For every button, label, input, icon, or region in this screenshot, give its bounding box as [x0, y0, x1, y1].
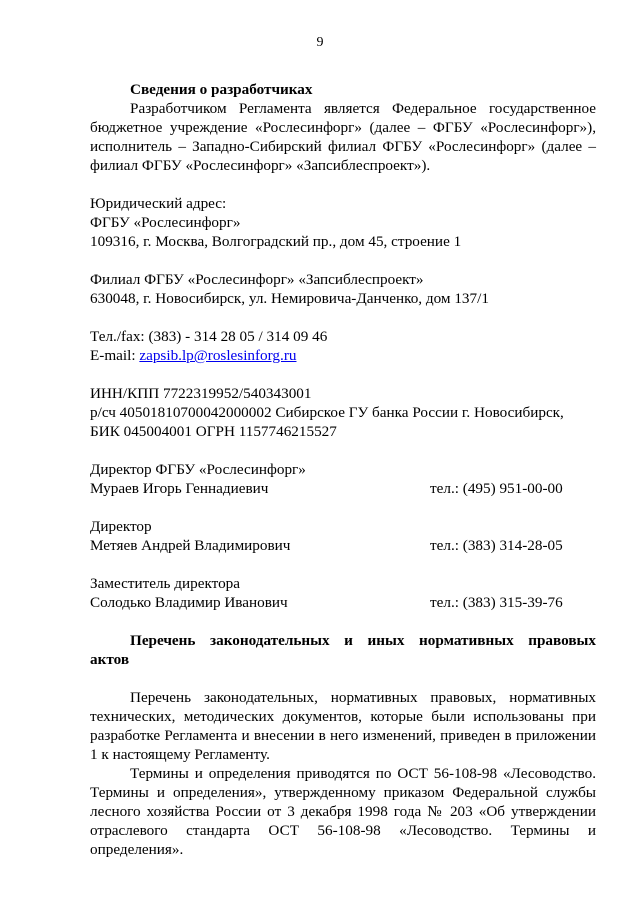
- person-name: Метяев Андрей Владимирович: [90, 537, 291, 554]
- legal-address-label: Юридический адрес:: [90, 195, 227, 212]
- acts-paragraph-1: Перечень законодательных, нормативных правовых, нормативных технических, методических документов, которые были использованы при разработке Регламента и внесении в него изменений, приведен в приложении 1 к настоящему Регламенту.: [90, 689, 596, 763]
- branch-address: 630048, г. Новосибирск, ул. Немировича-Данченко, дом 137/1: [90, 290, 489, 307]
- bank-account: р/сч 40501810700042000002 Сибирское ГУ банка России г. Новосибирск,: [90, 404, 564, 421]
- person-name: Солодько Владимир Иванович: [90, 594, 288, 611]
- email-link[interactable]: zapsib.lp@roslesinforg.ru: [139, 347, 297, 364]
- section-heading-developers: Сведения о разработчиках: [130, 81, 313, 98]
- person-phone: тел.: (383) 314-28-05: [430, 537, 563, 554]
- person-title: Директор ФГБУ «Рослесинфорг»: [90, 461, 306, 478]
- legal-address: 109316, г. Москва, Волгоградский пр., дом 45, строение 1: [90, 233, 462, 250]
- acts-paragraph-2: Термины и определения приводятся по ОСТ 56-108-98 «Лесоводство. Термины и определения», утвержденному приказом Федеральной службы лесного хозяйства России от 3 декабря 1998 года № 203 «Об утверждении отраслевого стандарта ОСТ 56-108-98 «Лесоводство. Термины и определения».: [90, 765, 596, 858]
- page-number: 9: [316, 35, 324, 50]
- document-body: [90, 80, 596, 859]
- email-label: E-mail:: [90, 347, 140, 364]
- branch-name: Филиал ФГБУ «Рослесинфорг» «Запсиблеспроект»: [90, 271, 424, 288]
- person-title: Директор: [90, 518, 152, 535]
- person-row: [90, 479, 596, 498]
- phone-fax: Тел./fax: (383) - 314 28 05 / 314 09 46: [90, 328, 328, 345]
- section-heading-acts: Перечень законодательных и иных нормативных правовых: [130, 632, 596, 649]
- person-title: Заместитель директора: [90, 575, 240, 592]
- section-heading-acts-cont: актов: [90, 651, 130, 668]
- person-phone: тел.: (495) 951-00-00: [430, 480, 563, 497]
- bik-ogrn: БИК 045004001 ОГРН 1157746215527: [90, 423, 337, 440]
- person-name: Мураев Игорь Геннадиевич: [90, 480, 269, 497]
- person-phone: тел.: (383) 315-39-76: [430, 594, 563, 611]
- person-row: [90, 536, 596, 555]
- person-row: [90, 593, 596, 612]
- developers-paragraph: Разработчиком Регламента является Федеральное государственное бюджетное учреждение «Рослесинфорг» (далее – ФГБУ «Рослесинфорг»), исполнитель – Западно-Сибирский филиал ФГБУ «Рослесинфорг» (далее – филиал ФГБУ «Рослесинфорг» «Запсиблеспроект»).: [90, 100, 596, 174]
- inn-kpp: ИНН/КПП 7722319952/540343001: [90, 385, 312, 402]
- legal-org: ФГБУ «Рослесинфорг»: [90, 214, 241, 231]
- email-line: [90, 346, 596, 365]
